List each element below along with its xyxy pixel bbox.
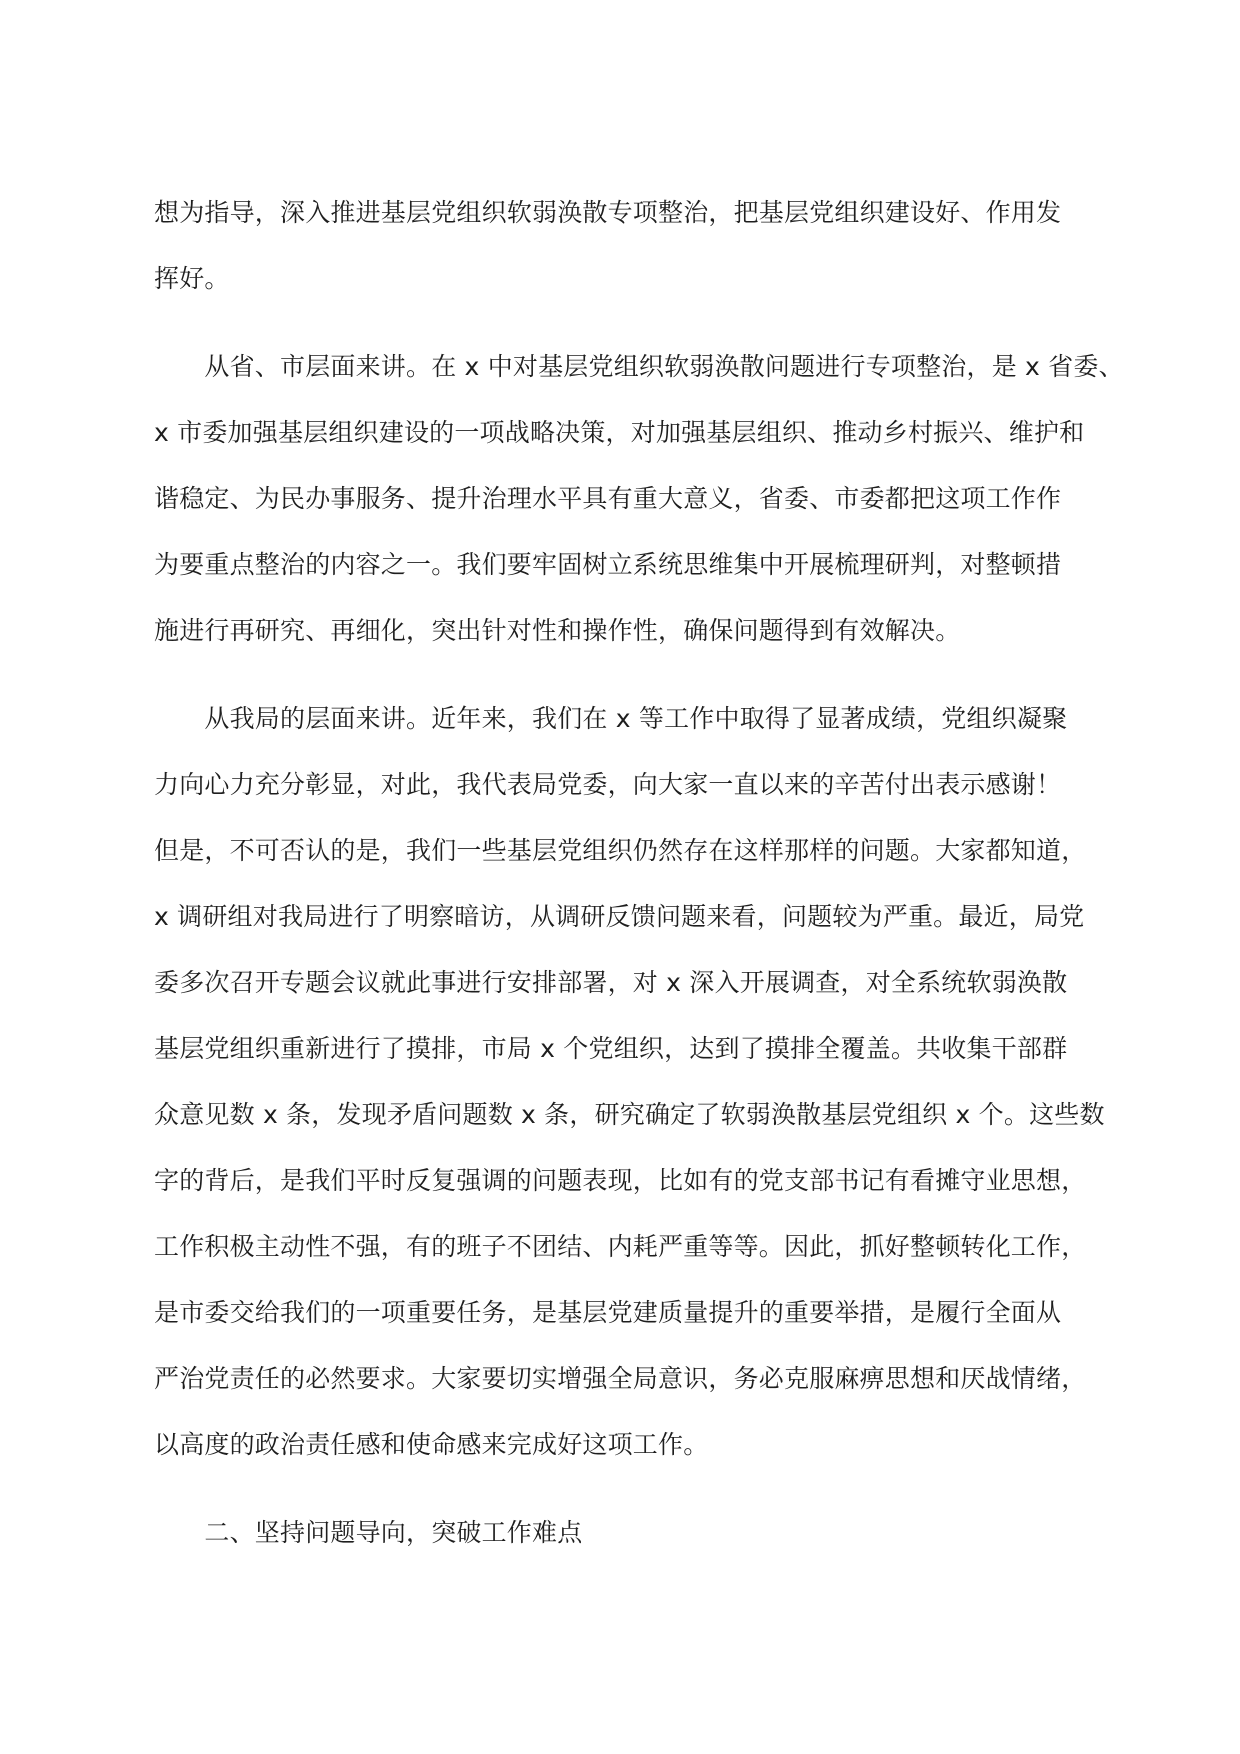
paragraph-line: 严治党责任的必然要求。大家要切实增强全局意识，务必克服麻痹思想和厌战情绪， [154,1364,1087,1393]
paragraph-line: 字的背后，是我们平时反复强调的问题表现，比如有的党支部书记有看摊守业思想， [154,1166,1087,1195]
paragraph-line: 想为指导，深入推进基层党组织软弱涣散专项整治，把基层党组织建设好、作用发 [154,198,1062,227]
section-heading: 二、坚持问题导向，突破工作难点 [154,1518,583,1547]
paragraph-line: 委多次召开专题会议就此事进行安排部署，对 x 深入开展调查，对全系统软弱涣散 [154,968,1068,997]
paragraph-line: 基层党组织重新进行了摸排，市局 x 个党组织，达到了摸排全覆盖。共收集干部群 [154,1034,1068,1063]
paragraph-line: 但是，不可否认的是，我们一些基层党组织仍然存在这样那样的问题。大家都知道， [154,836,1087,865]
paragraph-line: 以高度的政治责任感和使命感来完成好这项工作。 [154,1430,709,1459]
paragraph-line: 为要重点整治的内容之一。我们要牢固树立系统思维集中开展梳理研判，对整顿措 [154,550,1062,579]
paragraph-line: x 调研组对我局进行了明察暗访，从调研反馈问题来看，问题较为严重。最近，局党 [154,902,1085,931]
paragraph-line: 谐稳定、为民办事服务、提升治理水平具有重大意义，省委、市委都把这项工作作 [154,484,1062,513]
paragraph-line: 工作积极主动性不强，有的班子不团结、内耗严重等等。因此，抓好整顿转化工作， [154,1232,1087,1261]
paragraph-line: 施进行再研究、再细化，突出针对性和操作性，确保问题得到有效解决。 [154,616,961,645]
paragraph-line: 从我局的层面来讲。近年来，我们在 x 等工作中取得了显著成绩，党组织凝聚 [154,704,1068,733]
paragraph-line: 从省、市层面来讲。在 x 中对基层党组织软弱涣散问题进行专项整治，是 x 省委、 [154,352,1124,381]
paragraph-line: 众意见数 x 条，发现矛盾问题数 x 条，研究确定了软弱涣散基层党组织 x 个。这些数 [154,1100,1105,1129]
paragraph-line: 是市委交给我们的一项重要任务，是基层党建质量提升的重要举措，是履行全面从 [154,1298,1062,1327]
paragraph-line: 挥好。 [154,264,230,293]
paragraph-line: x 市委加强基层组织建设的一项战略决策，对加强基层组织、推动乡村振兴、维护和 [154,418,1085,447]
paragraph-line: 力向心力充分彰显，对此，我代表局党委，向大家一直以来的辛苦付出表示感谢！ [154,770,1062,799]
